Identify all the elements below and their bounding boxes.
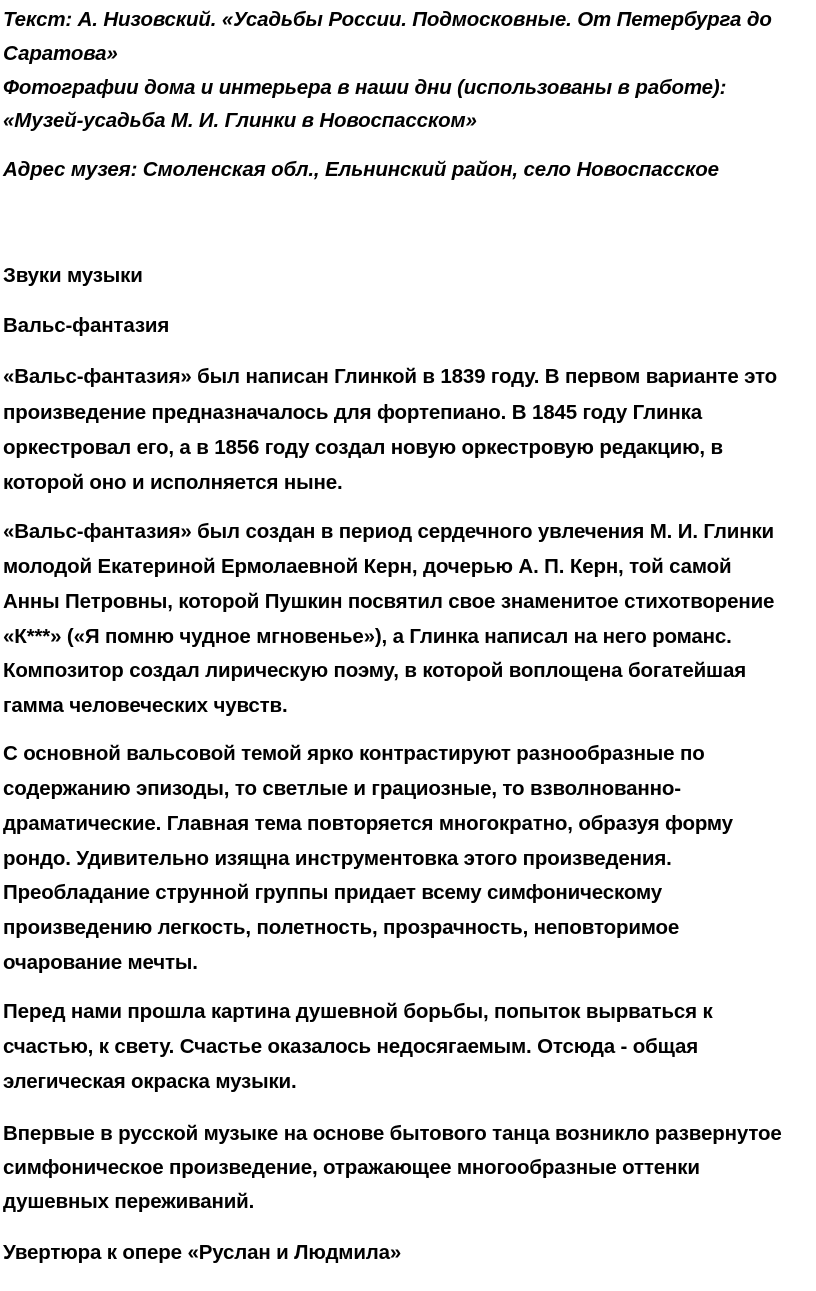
paragraph-3-line: драматические. Главная тема повторяется многократно, образуя форму: [3, 812, 733, 835]
paragraph-4-line: Перед нами прошла картина душевной борьбы, попыток вырваться к: [3, 1000, 713, 1023]
paragraph-1-line: произведение предназначалось для фортепиано. В 1845 году Глинка: [3, 401, 703, 424]
paragraph-3-line: произведению легкость, полетность, прозрачность, неповторимое: [3, 916, 680, 939]
paragraph-3-line: Преобладание струнной группы придает всему симфоническому: [3, 881, 662, 904]
paragraph-3-line: С основной вальсовой темой ярко контрастируют разнообразные по: [3, 742, 705, 765]
museum-address: Адрес музея: Смоленская обл., Ельнинский район, село Новоспасское: [3, 158, 719, 181]
paragraph-4-line: счастью, к свету. Счастье оказалось недосягаемым. Отсюда - общая: [3, 1035, 699, 1058]
paragraph-1-line: которой оно и исполняется ныне.: [3, 471, 343, 494]
paragraph-3-line: содержанию эпизоды, то светлые и грациозные, то взволнованно-: [3, 777, 681, 800]
photos-credit-line-1: Фотографии дома и интерьера в наши дни (использованы в работе):: [3, 76, 727, 99]
paragraph-3-line: рондо. Удивительно изящна инструментовка этого произведения.: [3, 847, 672, 870]
paragraph-4-line: элегическая окраска музыки.: [3, 1070, 297, 1093]
next-section-title: Увертюра к опере «Руслан и Людмила»: [3, 1241, 402, 1264]
paragraph-5-line: Впервые в русской музыке на основе бытового танца возникло развернутое: [3, 1122, 782, 1145]
paragraph-1-line: «Вальс-фантазия» был написан Глинкой в 1839 году. В первом варианте это: [3, 365, 778, 388]
paragraph-5-line: душевных переживаний.: [3, 1190, 255, 1213]
paragraph-2-line: «Вальс-фантазия» был создан в период сердечного увлечения М. И. Глинки: [3, 520, 775, 543]
section-subtitle: Вальс-фантазия: [3, 314, 170, 337]
paragraph-2-line: Анны Петровны, которой Пушкин посвятил свое знаменитое стихотворение: [3, 590, 775, 613]
paragraph-5-line: симфоническое произведение, отражающее многообразные оттенки: [3, 1156, 700, 1179]
source-text-line-1: Текст: А. Низовский. «Усадьбы России. Подмосковные. От Петербурга до: [3, 8, 772, 31]
source-text-line-2: Саратова»: [3, 42, 118, 65]
paragraph-2-line: Композитор создал лирическую поэму, в которой воплощена богатейшая: [3, 659, 747, 682]
paragraph-2-line: гамма человеческих чувств.: [3, 694, 288, 717]
paragraph-2-line: «К***» («Я помню чудное мгновенье»), а Глинка написал на него романс.: [3, 625, 732, 648]
paragraph-3-line: очарование мечты.: [3, 951, 198, 974]
paragraph-2-line: молодой Екатериной Ермолаевной Керн, дочерью А. П. Керн, той самой: [3, 555, 732, 578]
section-title: Звуки музыки: [3, 264, 143, 287]
photos-credit-line-2: «Музей-усадьба М. И. Глинки в Новоспасском»: [3, 109, 477, 132]
paragraph-1-line: оркестровал его, а в 1856 году создал новую оркестровую редакцию, в: [3, 436, 723, 459]
